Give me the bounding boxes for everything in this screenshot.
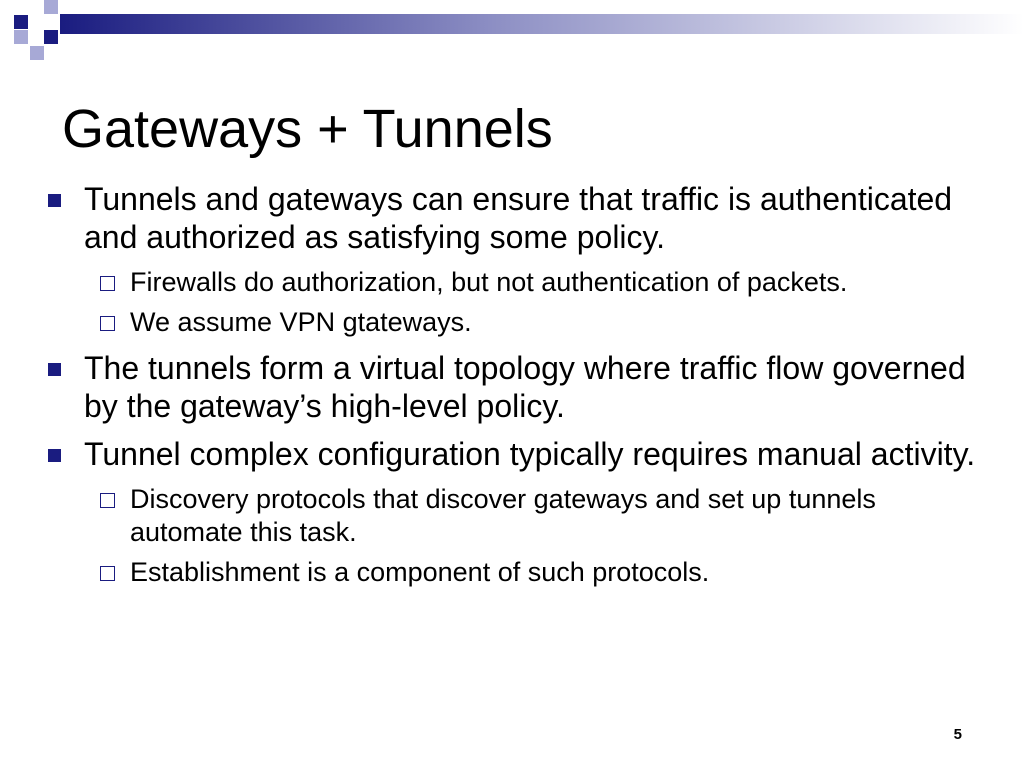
decor-square-light-top bbox=[44, 0, 58, 14]
sub-bullet-item-3-1 bbox=[48, 483, 978, 549]
sub-bullet-item-3-2 bbox=[48, 556, 978, 589]
sub-bullet-text: Firewalls do authorization, but not authentication of packets. bbox=[130, 267, 848, 297]
bullet-item-1 bbox=[48, 180, 978, 256]
hollow-square-bullet-icon bbox=[100, 316, 115, 331]
sub-bullet-text: Discovery protocols that discover gateways and set up tunnels automate this task. bbox=[130, 484, 876, 547]
bullet-item-3 bbox=[48, 435, 978, 473]
sub-bullet-item-1-1 bbox=[48, 266, 978, 299]
bullet-text: The tunnels form a virtual topology where traffic flow governed by the gateway’s high-level policy. bbox=[84, 350, 966, 424]
bullet-text: Tunnel complex configuration typically requires manual activity. bbox=[84, 436, 976, 472]
header-gradient-band bbox=[60, 14, 1024, 34]
decor-square-dark-top bbox=[14, 15, 28, 29]
square-bullet-icon bbox=[48, 194, 61, 207]
sub-bullet-text: We assume VPN gtateways. bbox=[130, 307, 472, 337]
bullet-item-2 bbox=[48, 349, 978, 425]
hollow-square-bullet-icon bbox=[100, 566, 115, 581]
decor-square-light-bottom bbox=[30, 46, 44, 60]
decor-square-dark-mid bbox=[44, 30, 58, 44]
hollow-square-bullet-icon bbox=[100, 276, 115, 291]
sub-bullet-text: Establishment is a component of such protocols. bbox=[130, 557, 710, 587]
square-bullet-icon bbox=[48, 363, 61, 376]
bullet-text: Tunnels and gateways can ensure that traffic is authenticated and authorized as satisfying some policy. bbox=[84, 181, 953, 255]
square-bullet-icon bbox=[48, 449, 61, 462]
sub-bullet-item-1-2 bbox=[48, 306, 978, 339]
slide-title: Gateways + Tunnels bbox=[62, 99, 553, 159]
header-decoration bbox=[0, 0, 1024, 80]
decor-square-light-left bbox=[14, 30, 28, 44]
bullet-list bbox=[48, 180, 978, 589]
page-number: 5 bbox=[953, 726, 962, 743]
hollow-square-bullet-icon bbox=[100, 493, 115, 508]
